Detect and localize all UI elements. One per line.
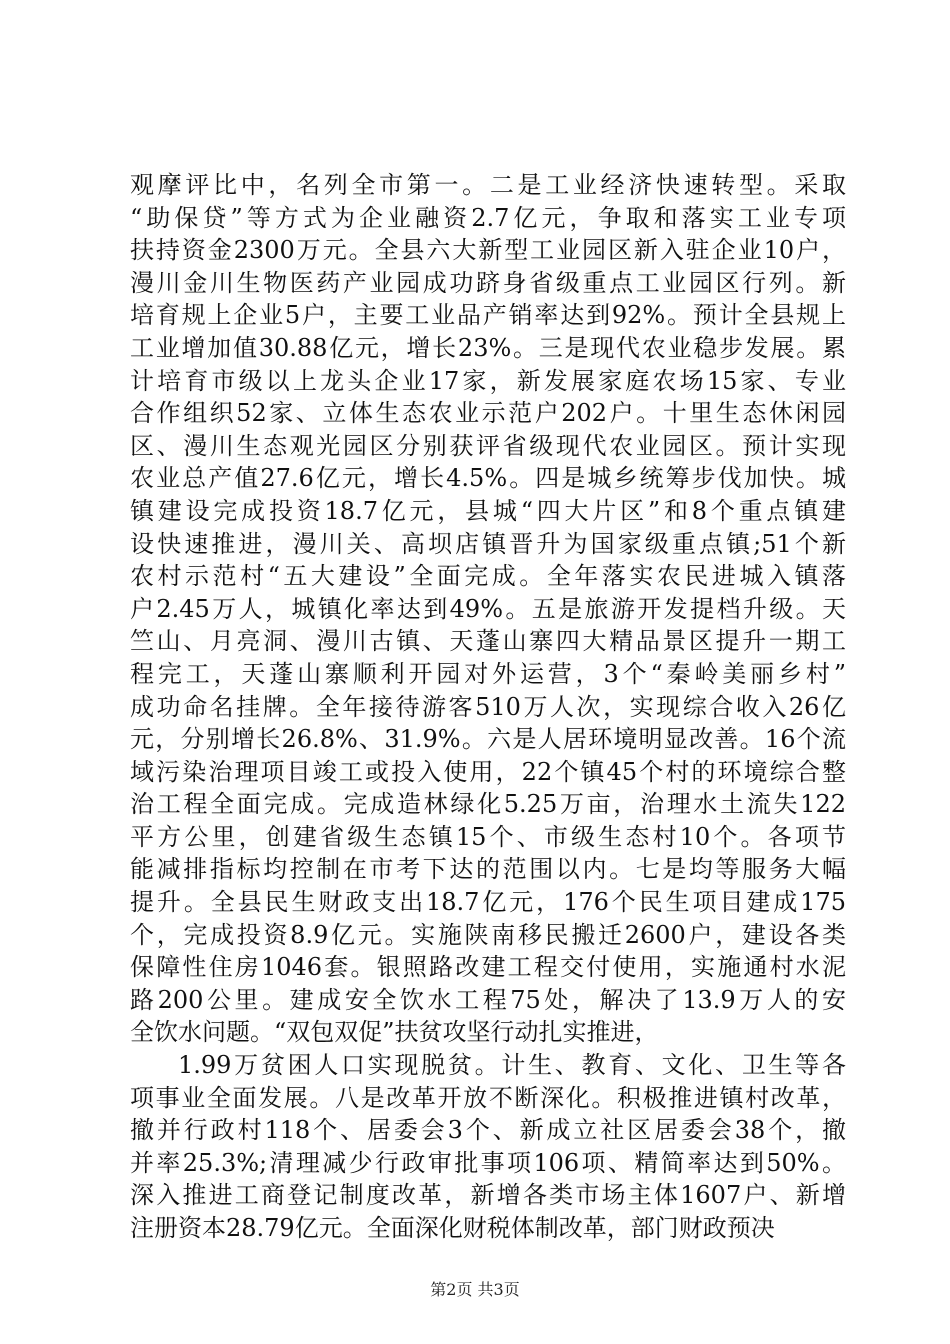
- text-line: 提升。全县民生财政支出18.7亿元，176个民生项目建成175: [130, 888, 846, 917]
- text-line: 治工程全面完成。完成造林绿化5.25万亩，治理水土流失122: [130, 790, 846, 819]
- text-line: 漫川金川生物医药产业园成功跻身省级重点工业园区行列。新: [130, 268, 846, 297]
- text-line: 并率25.3%;清理减少行政审批事项106项、精简率达到50%。: [130, 1148, 846, 1177]
- text-line: 工业增加值30.88亿元，增长23%。三是现代农业稳步发展。累: [130, 333, 846, 362]
- text-line: 扶持资金2300万元。全县六大新型工业园区新入驻企业10户，: [130, 236, 846, 265]
- text-line: 项事业全面发展。八是改革开放不断深化。积极推进镇村改革，: [130, 1083, 846, 1112]
- text-line: 合作组织52家、立体生态农业示范户202户。十里生态休闲园: [130, 399, 846, 428]
- text-line: 户2.45万人，城镇化率达到49%。五是旅游开发提档升级。天: [130, 594, 846, 623]
- text-line: 注册资本28.79亿元。全面深化财税体制改革，部门财政预决: [130, 1214, 775, 1242]
- text-line: 全饮水问题。“双包双促”扶贫攻坚行动扎实推进，: [130, 1018, 659, 1047]
- text-line: 成功命名挂牌。全年接待游客510万人次，实现综合收入26亿: [130, 692, 846, 721]
- text-line: 平方公里，创建省级生态镇15个、市级生态村10个。各项节: [130, 822, 846, 851]
- text-line: 撤并行政村118个、居委会3个、新成立社区居委会38个，撤: [130, 1116, 846, 1145]
- text-line: 农业总产值27.6亿元，增长4.5%。四是城乡统筹步伐加快。城: [130, 464, 846, 493]
- text-line: 1.99万贫困人口实现脱贫。计生、教育、文化、卫生等各: [178, 1051, 846, 1080]
- text-line: 竺山、月亮洞、漫川古镇、天蓬山寨四大精品景区提升一期工: [130, 627, 846, 656]
- text-line: 保障性住房1046套。银照路改建工程交付使用，实施通村水泥: [130, 953, 846, 982]
- text-line: 元，分别增长26.8%、31.9%。六是人居环境明显改善。16个流: [130, 725, 846, 754]
- text-line: 能减排指标均控制在市考下达的范围以内。七是均等服务大幅: [130, 855, 846, 884]
- text-line: 路200公里。建成安全饮水工程75处，解决了13.9万人的安: [130, 985, 846, 1014]
- text-line: 域污染治理项目竣工或投入使用，22个镇45个村的环境综合整: [130, 757, 846, 786]
- text-line: 农村示范村“五大建设”全面完成。全年落实农民进城入镇落: [130, 562, 846, 591]
- text-line: 程完工，天蓬山寨顺利开园对外运营，3个“秦岭美丽乡村”: [130, 659, 846, 688]
- text-line: 设快速推进，漫川关、高坝店镇晋升为国家级重点镇;51个新: [130, 529, 846, 558]
- paragraph: [130, 169, 846, 1049]
- text-line: 培育规上企业5户，主要工业品产销率达到92%。预计全县规上: [130, 301, 846, 330]
- text-line: 个，完成投资8.9亿元。实施陕南移民搬迁2600户，建设各类: [130, 920, 846, 949]
- text-line: 观摩评比中，名列全市第一。二是工业经济快速转型。采取: [130, 171, 846, 199]
- text-line: 区、漫川生态观光园区分别获评省级现代农业园区。预计实现: [130, 431, 846, 460]
- text-line: 深入推进工商登记制度改革，新增各类市场主体1607户、新增: [130, 1181, 846, 1210]
- paragraph: [130, 1049, 846, 1245]
- document-body: [130, 169, 846, 1245]
- text-line: “助保贷”等方式为企业融资2.7亿元，争取和落实工业专项: [130, 203, 846, 232]
- text-line: 计培育市级以上龙头企业17家，新发展家庭农场15家、专业: [130, 366, 846, 395]
- page-footer: 第2页 共3页: [430, 1280, 520, 1299]
- text-line: 镇建设完成投资18.7亿元，县城“四大片区”和8个重点镇建: [130, 496, 846, 525]
